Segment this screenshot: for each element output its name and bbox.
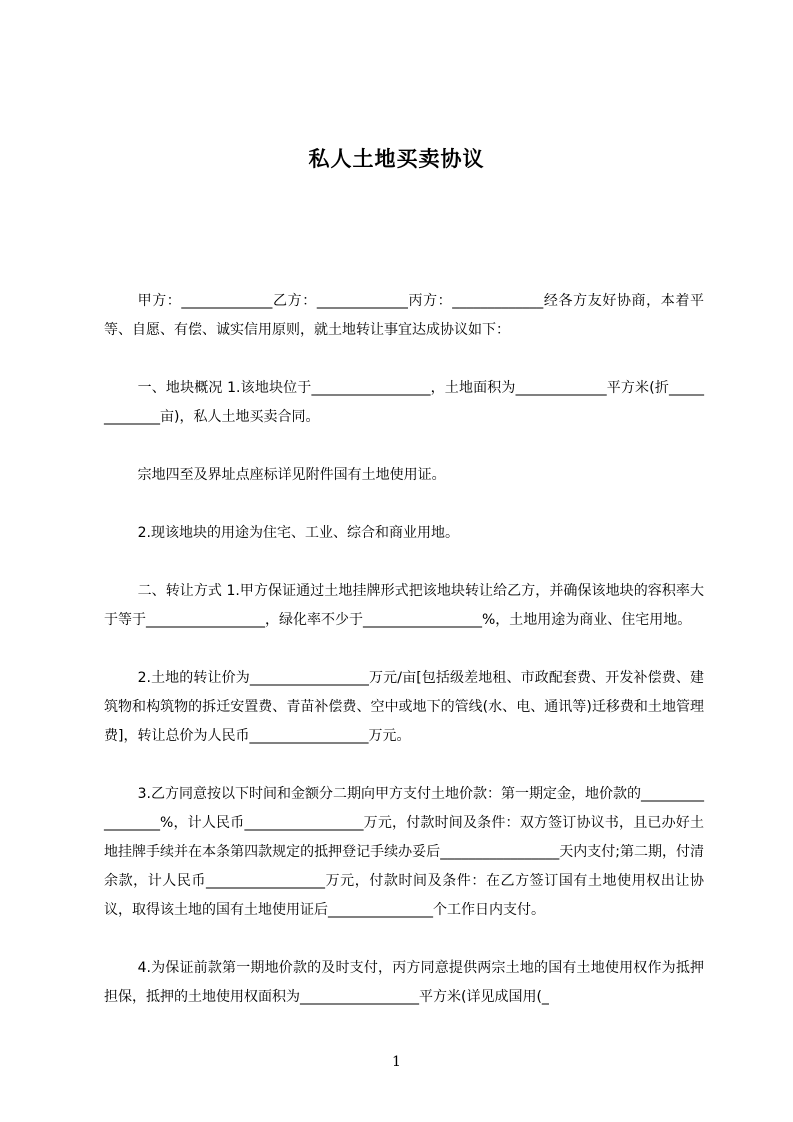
- document-title: 私人土地买卖协议: [308, 147, 485, 171]
- paragraph-land-use: 2.现该地块的用途为住宅、工业、综合和商业用地。: [137, 525, 459, 541]
- paragraph-mortgage-guarantee: 4.为保证前款第一期地价款的及时支付，丙方同意提供两宗土地的国有土地使用权作为抵押担保，抵押的土地使用权面积为_________________平方米(详见成国用(_: [104, 960, 704, 1005]
- paragraph-transfer-method: 二、转让方式 1.甲方保证通过土地挂牌形式把该地块转让给乙方，并确保该地块的容积率大于等于_________________，绿化率不少于_________________%，土地用途为商业、住宅用地。: [104, 583, 704, 628]
- page-number: 1: [392, 1054, 401, 1070]
- paragraph-parties: 甲方：_____________乙方：_____________丙方：_____________经各方友好协商，本着平等、自愿、有偿、诚实信用原则，就土地转让事宜达成协议如下：: [104, 293, 704, 338]
- paragraph-payment-schedule: 3.乙方同意按以下时间和金额分二期向甲方支付土地价款：第一期定金，地价款的_________________%，计人民币_________________万元，付款时间及条件：双方签订协议书，且已办好土地挂牌手续并在本条第四款规定的抵押登记手续办妥后_________________天内支付;第二期，付清余款，计人民币_________________万元，付款时间及条件：在乙方签订国有土地使用权出让协议，取得该土地的国有土地使用证后_______________个工作日内支付。: [104, 786, 704, 918]
- paragraph-boundary: 宗地四至及界址点座标详见附件国有土地使用证。: [137, 467, 446, 483]
- paragraph-transfer-price: 2.土地的转让价为_________________万元/亩[包括级差地租、市政配套费、开发补偿费、建筑物和构筑物的拆迁安置费、青苗补偿费、空中或地下的管线(水、电、通讯等)迁移费和土地管理费]，转让总价为人民币_________________万元。: [104, 670, 704, 744]
- document-body: [104, 287, 704, 1041]
- paragraph-plot-overview: 一、地块概况 1.该地块位于_________________，土地面积为_____________平方米(折_____________亩)，私人土地买卖合同。: [104, 380, 704, 425]
